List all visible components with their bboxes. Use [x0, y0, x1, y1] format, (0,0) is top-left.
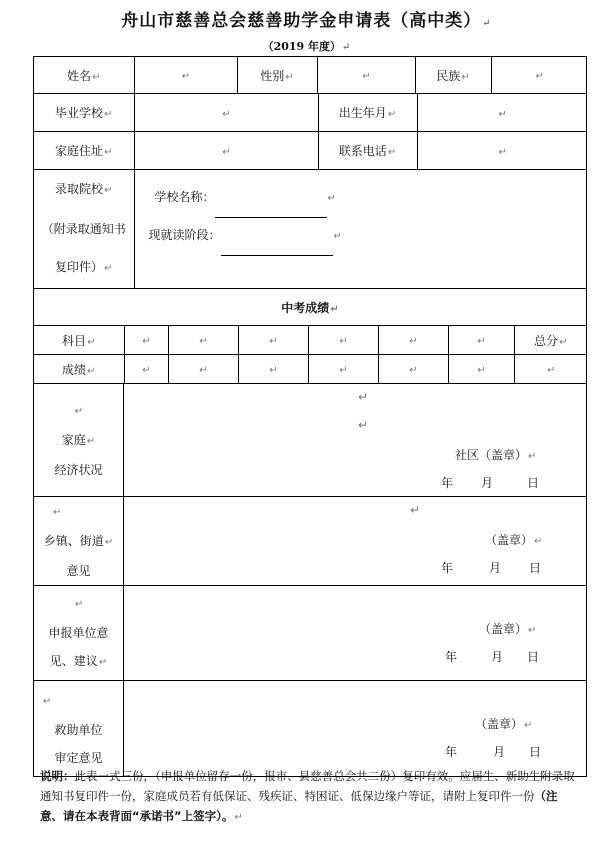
score-cell[interactable]: ↵	[378, 355, 448, 383]
subject-cell[interactable]: ↵	[308, 326, 378, 354]
form-year: （2019 年度）↵	[262, 40, 351, 53]
phone-label: 联系电话↵	[318, 132, 417, 169]
school-row	[34, 94, 587, 132]
town-label: ↵ 乡镇、街道↵ 意见	[34, 497, 124, 586]
applicant-opinion-field[interactable]	[124, 586, 587, 681]
basic-info-row	[34, 57, 587, 94]
aid-seal: （盖章）↵	[475, 717, 533, 731]
family-date-month: 月	[481, 476, 494, 490]
school-name-line[interactable]: 学校名称： ↵	[149, 178, 588, 216]
aid-date-day: 日	[529, 745, 542, 759]
town-date-day: 日	[529, 561, 542, 575]
ethnicity-field[interactable]: ↵	[491, 57, 587, 93]
exam-header: 中考成绩↵	[34, 289, 587, 326]
address-label: 家庭住址↵	[55, 144, 113, 158]
birth-label: 出生年月↵	[318, 94, 417, 131]
total-field[interactable]: ↵	[514, 355, 587, 383]
applicant-date-year: 年	[445, 650, 458, 664]
name-field[interactable]: ↵	[134, 57, 237, 93]
application-form	[33, 56, 587, 777]
subject-label: 科目↵	[62, 333, 96, 348]
applicant-date-month: 月	[491, 650, 504, 664]
family-opinion-field[interactable]: ↵ ↵ 社区（盖章）↵ 年 月 日	[124, 384, 587, 497]
family-row	[34, 384, 587, 497]
school-field[interactable]: ↵	[134, 94, 318, 131]
subject-cell[interactable]: ↵	[448, 326, 514, 354]
subject-cell[interactable]: ↵	[168, 326, 238, 354]
address-field[interactable]: ↵	[134, 132, 318, 169]
aid-label: ↵ 救助单位 审定意见	[34, 681, 124, 777]
score-cell[interactable]: ↵	[448, 355, 514, 383]
name-label: 姓名↵	[67, 68, 101, 83]
family-label: ↵ 家庭↵ 经济状况	[34, 384, 124, 497]
town-seal: （盖章）↵	[485, 533, 543, 547]
aid-row	[34, 681, 587, 777]
score-row	[34, 355, 587, 384]
applicant-date-day: 日	[527, 650, 540, 664]
score-cell[interactable]: ↵	[308, 355, 378, 383]
applicant-row	[34, 586, 587, 681]
town-row	[34, 497, 587, 586]
score-label: 成绩↵	[62, 362, 96, 377]
score-cell[interactable]: ↵	[124, 355, 168, 383]
subject-cell[interactable]: ↵	[378, 326, 448, 354]
subject-cell[interactable]: ↵	[238, 326, 308, 354]
applicant-seal: （盖章）↵	[479, 622, 537, 636]
gender-field[interactable]: ↵	[317, 57, 415, 93]
aid-date-year: 年	[445, 745, 458, 759]
admission-fields	[134, 170, 587, 288]
town-date-month: 月	[489, 561, 502, 575]
birth-field[interactable]: ↵	[417, 94, 587, 131]
family-date-day: 日	[527, 476, 540, 490]
address-row	[34, 132, 587, 170]
ethnicity-label: 民族↵	[415, 57, 491, 93]
aid-opinion-field[interactable]	[124, 681, 587, 777]
applicant-label: ↵ 申报单位意 见、建议↵	[34, 586, 124, 681]
town-date-year: 年	[441, 561, 454, 575]
subject-cell[interactable]: ↵	[124, 326, 168, 354]
form-note: 说明：此表一式三份，（申报单位留存一份，报市、县慈善总会共二份）复印有效。应届生、新助生附录取通知书复印件一份，家庭成员若有低保证、残疾证、特困证、低保边缘户等证，请附上复印件一份（注意、请在本表背面“承诺书”上签字）。↵	[40, 769, 575, 823]
score-cell[interactable]: ↵	[168, 355, 238, 383]
admission-row	[34, 170, 587, 289]
family-date-year: 年	[441, 476, 454, 490]
aid-date-month: 月	[493, 745, 506, 759]
score-cell[interactable]: ↵	[238, 355, 308, 383]
subject-row	[34, 326, 587, 355]
family-seal: 社区（盖章）↵	[455, 448, 537, 462]
school-label: 毕业学校↵	[55, 106, 113, 120]
form-title: 舟山市慈善总会慈善助学金申请表（高中类）↵	[121, 11, 492, 31]
admission-label: 录取院校↵ （附录取通知书 复印件）↵	[41, 182, 126, 274]
exam-header-row	[34, 289, 587, 326]
stage-line[interactable]: 现就读阶段： ↵	[149, 216, 588, 254]
phone-field[interactable]: ↵	[417, 132, 587, 169]
gender-label: 性别↵	[237, 57, 317, 93]
town-opinion-field[interactable]: ↵ （盖章）↵ 年 月 日	[124, 497, 587, 586]
total-label: 总分↵	[514, 326, 587, 354]
